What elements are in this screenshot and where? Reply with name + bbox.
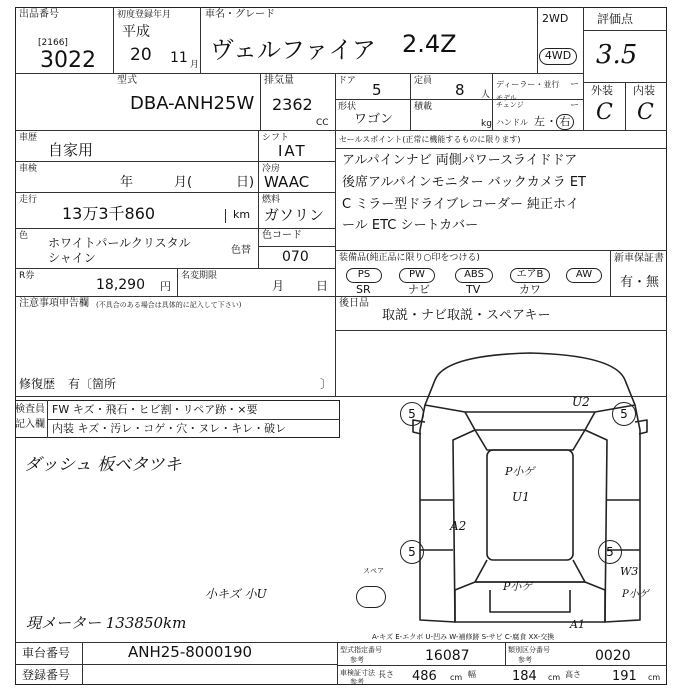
category-value: 0020 <box>595 648 631 664</box>
width-label: 幅 <box>468 670 476 679</box>
ac-label: 冷房 <box>262 164 281 174</box>
model-code-label: 型式 <box>117 75 137 86</box>
handwritten-note-scratch: 小キズ 小U <box>205 587 267 601</box>
transfer-month: 月 <box>272 279 285 293</box>
sales-point-line-2: 後席アルパインモニター バックカメラ ET <box>342 175 586 190</box>
spare-label: スペア <box>363 567 384 575</box>
shift-label: シフト <box>262 133 290 143</box>
repair-label: 修復歴 <box>19 377 56 391</box>
type-designation-label-1: 型式指定番号 <box>340 646 382 654</box>
inspection-year: 年 <box>120 175 134 190</box>
equip-airbag: エアB <box>510 268 550 283</box>
model-change-dash: ー <box>570 101 580 111</box>
dealer-dash: ー <box>570 80 580 90</box>
first-reg-year: 20 <box>130 45 152 65</box>
handle-right: 右 <box>556 114 574 130</box>
fuel-label: 燃料 <box>262 195 281 205</box>
color-label: 色 <box>19 231 29 241</box>
recycle-unit: 円 <box>160 280 171 293</box>
inspection-day: 日) <box>236 175 255 190</box>
sales-point-line-1: アルパインナビ 両側パワースライドドア <box>342 153 578 168</box>
recycle-value: 18,290 <box>96 277 145 293</box>
inspector-row-1: FW キズ・飛石・ヒビ割・リペア跡・×要 <box>52 403 258 416</box>
dimensions-label: 車検証寸法 <box>340 669 375 677</box>
damage-tag-p3: P小ゲ <box>622 589 649 600</box>
sales-points-label: セールスポイント(正常に機能するものに限ります) <box>339 135 521 144</box>
tire-rear-left: 5 <box>400 540 424 564</box>
height-value: 191 <box>612 669 637 684</box>
repair-bracket: 〕 <box>320 377 333 391</box>
first-reg-era: 平成 <box>122 24 150 40</box>
type-designation-value: 16087 <box>425 648 470 664</box>
displacement-label: 排気量 <box>264 75 294 86</box>
tire-front-right: 5 <box>612 402 636 426</box>
color-value-1: ホワイトパールクリスタル <box>48 236 191 250</box>
shape-value: ワゴン <box>354 112 394 127</box>
reg-number-label: 登録番号 <box>22 668 71 682</box>
inspection-label: 車検 <box>19 164 38 174</box>
repair-value: 有〔箇所 <box>68 377 117 391</box>
rating-int-value: C <box>637 100 654 125</box>
shift-value: IAT <box>278 142 307 160</box>
color-code-label: 色コード <box>262 230 302 241</box>
notes-sub: (不具合のある場合は具体的に記入して下さい) <box>96 301 242 309</box>
category-label-1: 類別区分番号 <box>508 646 550 654</box>
model-code-value: DBA-ANH25W <box>130 93 255 114</box>
capacity-label: 定員 <box>414 76 433 86</box>
height-label: 高さ <box>565 670 581 679</box>
handwritten-odo: 現メーター 133850km <box>26 614 187 632</box>
warranty-label: 新車保証書 <box>614 253 664 264</box>
equip-tv: TV <box>466 283 481 296</box>
car-model-name: ヴェルファイア <box>210 36 376 64</box>
color-value-2: シャイン <box>48 251 96 265</box>
equip-pw: PW <box>399 268 435 283</box>
equip-abs: ABS <box>455 268 493 283</box>
height-unit: cm <box>648 673 661 682</box>
dimensions-sub: 参考 <box>350 678 364 686</box>
capacity-value: 8 <box>455 81 465 99</box>
handwritten-note-dash: ダッシュ 板ベタツキ <box>24 455 182 475</box>
recycle-label: R券 <box>19 271 35 281</box>
fuel-value: ガソリン <box>264 206 325 224</box>
sales-point-line-4: ール ETC シートカバー <box>342 218 479 233</box>
shape-label: 形状 <box>338 102 357 112</box>
load-label: 積載 <box>414 102 433 112</box>
car-grade: 2.4Z <box>402 30 457 58</box>
dealer-label: ディーラー・並行 <box>496 80 560 89</box>
equip-navi: ナビ <box>408 283 430 296</box>
drive-4wd: 4WD <box>539 48 577 65</box>
lot-number: 3022 <box>40 48 96 73</box>
car-left-side <box>420 405 475 622</box>
car-front-outline <box>425 353 635 412</box>
drive-2wd: 2WD <box>542 12 569 25</box>
model-change-label-2: チェンジ <box>496 101 524 109</box>
doors-label: ドア <box>338 76 356 86</box>
transfer-label: 名変期限 <box>181 271 218 281</box>
ac-value: WAAC <box>264 173 310 191</box>
notes-label: 注意事項申告欄 <box>19 298 89 309</box>
inspector-row-2: 内装 キズ・汚レ・コゲ・穴・ヌレ・キレ・破レ <box>52 422 287 435</box>
damage-tag-a2: A2 <box>450 519 467 533</box>
damage-tag-p2: P小ゲ <box>503 580 533 593</box>
equipment-label: 装備品(純正品に限り○印をつける) <box>339 253 480 263</box>
damage-tag-u2: U2 <box>572 395 590 409</box>
inspector-label-1: 検査員 <box>15 404 45 415</box>
tire-rear-right: 5 <box>598 540 622 564</box>
capacity-unit: 人 <box>481 90 491 100</box>
load-unit: kg <box>481 119 492 129</box>
lot-code: [2166] <box>38 38 68 48</box>
damage-tag-u1: U1 <box>512 490 530 504</box>
equip-sr: SR <box>356 283 371 296</box>
rating-ext-value: C <box>596 100 613 125</box>
car-name-label: 車名・グレード <box>205 9 275 20</box>
doors-value: 5 <box>372 81 382 99</box>
first-reg-month-unit: 月 <box>190 60 200 70</box>
width-unit: cm <box>548 673 561 682</box>
chassis-label: 車台番号 <box>22 646 71 660</box>
type-designation-label-2: 参考 <box>350 656 364 664</box>
handle-left: 左 <box>534 115 545 128</box>
car-windshield <box>475 430 585 450</box>
damage-tag-w3: W3 <box>620 565 639 578</box>
use-value: 自家用 <box>48 141 94 159</box>
damage-tag-p1: P小ゲ <box>505 465 535 478</box>
after-items-label: 後日品 <box>339 298 369 309</box>
spare-tire-icon <box>356 586 386 608</box>
length-unit: cm <box>450 673 463 682</box>
mileage-label: 走行 <box>19 195 38 205</box>
rating-int-label: 内装 <box>633 84 655 97</box>
tire-front-left: 5 <box>400 402 424 426</box>
mileage-value: 13万3千860 <box>62 204 156 223</box>
equip-aw: AW <box>566 268 602 283</box>
inspector-label-2: 記入欄 <box>15 419 45 430</box>
rating-ext-label: 外装 <box>591 84 613 97</box>
after-items-value: 取説・ナビ取説・スペアキー <box>382 308 551 323</box>
car-hood <box>465 412 595 430</box>
length-value: 486 <box>412 669 437 684</box>
rating-label: 評価点 <box>597 12 634 26</box>
chassis-value: ANH25-8000190 <box>128 643 253 661</box>
category-label-2: 参考 <box>518 656 532 664</box>
sales-point-line-3: C ミラー型ドライブレコーダー 純正ホイ <box>342 197 580 212</box>
equip-leather: カワ <box>519 283 541 296</box>
damage-tag-a1: A1 <box>570 618 585 631</box>
color-code-value: 070 <box>282 249 309 265</box>
lot-label: 出品番号 <box>19 9 59 20</box>
displacement-value: 2362 <box>272 95 313 114</box>
first-reg-month: 11 <box>170 50 188 66</box>
warranty-value: 有・無 <box>620 275 660 290</box>
length-label: 長さ <box>378 670 394 679</box>
handle-label: ハンドル <box>496 118 528 127</box>
equip-ps: PS <box>346 268 382 283</box>
model-change-label-1: モデル <box>496 94 517 102</box>
rating-score: 3.5 <box>596 40 638 70</box>
width-value: 184 <box>512 669 537 684</box>
handle-sep: ・ <box>546 115 557 128</box>
inspection-month: 月( <box>174 175 193 190</box>
color-swap-label: 色替 <box>231 245 251 256</box>
use-label: 車歴 <box>19 133 38 143</box>
transfer-day: 日 <box>316 279 329 293</box>
damage-legend: A-キズ E-エクボ U-凹み W-補修跡 S-サビ C-腐食 XX-交換 <box>372 633 555 641</box>
mileage-unit: km <box>233 208 251 221</box>
displacement-unit: CC <box>316 118 329 128</box>
first-reg-label: 初度登録年月 <box>117 10 172 20</box>
